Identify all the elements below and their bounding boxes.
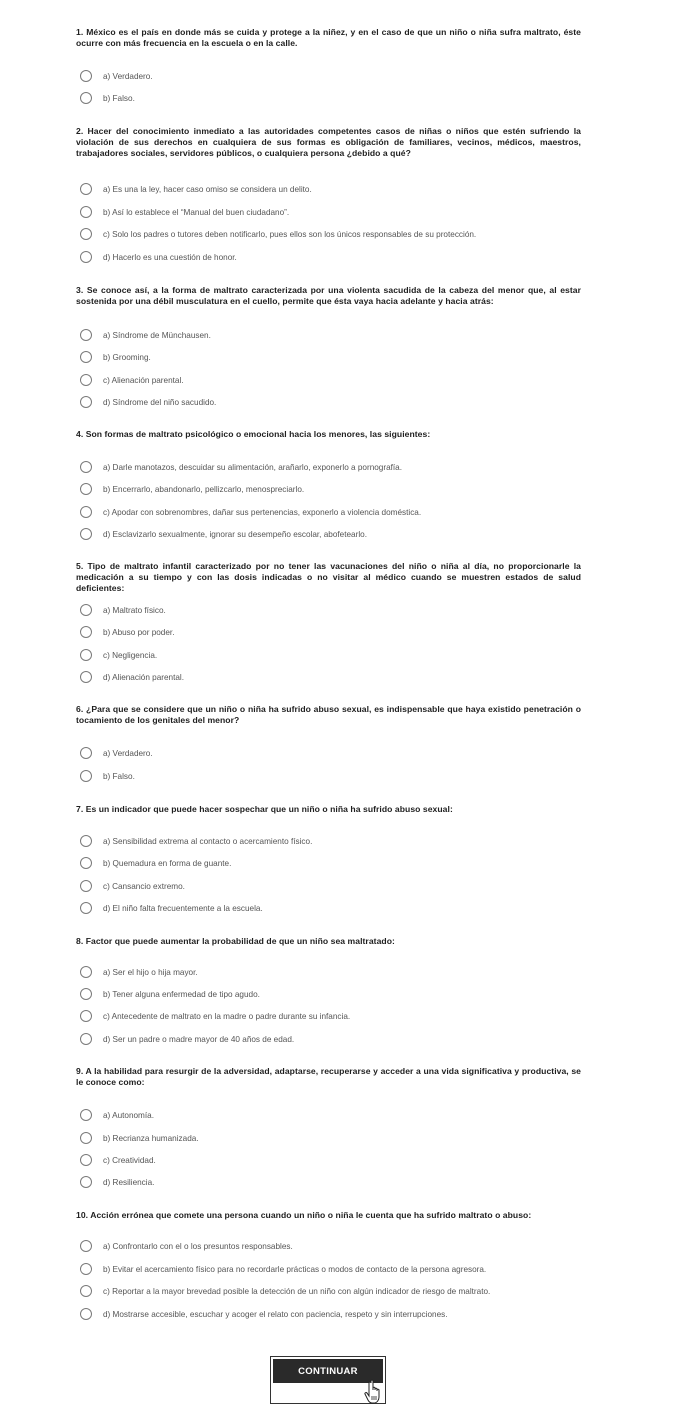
option-label: a) Confrontarlo con el o los presuntos responsables. xyxy=(103,1242,293,1251)
radio-button[interactable] xyxy=(80,1132,92,1144)
option-label: b) Falso. xyxy=(103,772,135,781)
option-label: d) Hacerlo es una cuestión de honor. xyxy=(103,253,237,262)
radio-button[interactable] xyxy=(80,770,92,782)
q1-option-a[interactable] xyxy=(80,70,580,84)
option-label: a) Darle manotazos, descuidar su alimentación, arañarlo, exponerlo a pornografía. xyxy=(103,463,403,472)
option-label: b) Grooming. xyxy=(103,353,151,362)
radio-button[interactable] xyxy=(80,857,92,869)
radio-button[interactable] xyxy=(80,966,92,978)
q10-option-d[interactable] xyxy=(80,1308,580,1322)
radio-button[interactable] xyxy=(80,1033,92,1045)
q3-option-d[interactable] xyxy=(80,396,580,410)
option-label: a) Es una la ley, hacer caso omiso se considera un delito. xyxy=(103,185,312,194)
q2-option-c[interactable] xyxy=(80,228,580,242)
option-label: a) Verdadero. xyxy=(103,72,153,81)
option-label: d) El niño falta frecuentemente a la escuela. xyxy=(103,904,263,913)
q10-option-c[interactable] xyxy=(80,1285,580,1299)
option-label: d) Síndrome del niño sacudido. xyxy=(103,398,217,407)
q3-option-b[interactable] xyxy=(80,351,580,365)
q10-option-a[interactable] xyxy=(80,1240,580,1254)
question-1-text: 1. México es el país en donde más se cuida y protege a la niñez, y en el caso de que un niño o niña sufra maltrato, éste ocurre con más frecuencia en la escuela o en la calle. xyxy=(76,27,581,48)
radio-button[interactable] xyxy=(80,1176,92,1188)
continue-button-frame[interactable] xyxy=(270,1356,386,1404)
question-1 xyxy=(76,27,581,103)
radio-button[interactable] xyxy=(80,747,92,759)
radio-button[interactable] xyxy=(80,671,92,683)
option-label: d) Mostrarse accesible, escuchar y acoger el relato con paciencia, respeto y sin interrupciones. xyxy=(103,1310,448,1319)
q3-option-a[interactable] xyxy=(80,329,580,343)
q9-option-a[interactable] xyxy=(80,1109,580,1123)
question-8 xyxy=(76,936,581,1044)
q5-option-a[interactable] xyxy=(80,604,580,618)
radio-button[interactable] xyxy=(80,351,92,363)
radio-button[interactable] xyxy=(80,988,92,1000)
q3-option-c[interactable] xyxy=(80,374,580,388)
question-2-text: 2. Hacer del conocimiento inmediato a las autoridades competentes casos de niñas o niños que estén sufriendo la violación de sus derechos en cualquiera de sus formas es obligación de familiares, vecinos, médicos, maestros, trabajadores sociales, servidores públicos, o cualquiera persona ¿debido a qué? xyxy=(76,126,581,158)
option-label: c) Solo los padres o tutores deben notificarlo, pues ellos son los únicos responsables de su protección. xyxy=(103,230,477,239)
radio-button[interactable] xyxy=(80,183,92,195)
radio-button[interactable] xyxy=(80,604,92,616)
radio-button[interactable] xyxy=(80,902,92,914)
radio-button[interactable] xyxy=(80,228,92,240)
radio-button[interactable] xyxy=(80,528,92,540)
option-label: b) Falso. xyxy=(103,94,135,103)
question-3 xyxy=(76,285,581,407)
q2-option-b[interactable] xyxy=(80,206,580,220)
question-10 xyxy=(76,1210,581,1319)
q4-option-a[interactable] xyxy=(80,461,580,475)
q5-option-c[interactable] xyxy=(80,649,580,663)
q9-option-c[interactable] xyxy=(80,1154,580,1168)
question-7 xyxy=(76,804,581,913)
q2-option-d[interactable] xyxy=(80,251,580,265)
option-label: a) Maltrato físico. xyxy=(103,606,166,615)
option-label: c) Negligencia. xyxy=(103,651,158,660)
question-6 xyxy=(76,704,581,781)
option-label: c) Apodar con sobrenombres, dañar sus pertenencias, exponerlo a violencia doméstica. xyxy=(103,508,422,517)
radio-button[interactable] xyxy=(80,92,92,104)
option-label: c) Reportar a la mayor brevedad posible la detección de un niño con algún indicador de riesgo de maltrato. xyxy=(103,1287,491,1296)
radio-button[interactable] xyxy=(80,329,92,341)
question-10-text: 10. Acción errónea que comete una persona cuando un niño o niña le cuenta que ha sufrido maltrato o abuso: xyxy=(76,1210,532,1220)
q8-option-a[interactable] xyxy=(80,966,580,980)
radio-button[interactable] xyxy=(80,1109,92,1121)
radio-button[interactable] xyxy=(80,626,92,638)
question-8-text: 8. Factor que puede aumentar la probabilidad de que un niño sea maltratado: xyxy=(76,936,395,946)
q4-option-d[interactable] xyxy=(80,528,580,542)
question-4-text: 4. Son formas de maltrato psicológico o emocional hacia los menores, las siguientes: xyxy=(76,429,431,439)
option-label: d) Ser un padre o madre mayor de 40 años de edad. xyxy=(103,1035,295,1044)
q4-option-c[interactable] xyxy=(80,506,580,520)
radio-button[interactable] xyxy=(80,251,92,263)
q5-option-d[interactable] xyxy=(80,671,580,685)
option-label: b) Abuso por poder. xyxy=(103,628,175,637)
q7-option-c[interactable] xyxy=(80,880,580,894)
option-label: a) Sensibilidad extrema al contacto o acercamiento físico. xyxy=(103,837,313,846)
question-7-text: 7. Es un indicador que puede hacer sospechar que un niño o niña ha sufrido abuso sexual: xyxy=(76,804,453,814)
radio-button[interactable] xyxy=(80,880,92,892)
q10-option-b[interactable] xyxy=(80,1263,580,1277)
q4-option-b[interactable] xyxy=(80,483,580,497)
radio-button[interactable] xyxy=(80,835,92,847)
option-label: b) Encerrarlo, abandonarlo, pellizcarlo, menospreciarlo. xyxy=(103,485,305,494)
q1-option-b[interactable] xyxy=(80,92,580,106)
question-3-text: 3. Se conoce así, a la forma de maltrato caracterizada por una violenta sacudida de la cabeza del menor que, al estar sostenida por una débil musculatura en el cuello, permite que ésta vaya hacia adelante y hacia atrás: xyxy=(76,285,581,306)
q8-option-b[interactable] xyxy=(80,988,580,1002)
radio-button[interactable] xyxy=(80,396,92,408)
question-6-text: 6. ¿Para que se considere que un niño o niña ha sufrido abuso sexual, es indispensable que haya existido penetración o tocamiento de los genitales del menor? xyxy=(76,704,581,725)
question-9 xyxy=(76,1066,581,1187)
radio-button[interactable] xyxy=(80,70,92,82)
radio-button[interactable] xyxy=(80,649,92,661)
question-2 xyxy=(76,126,581,262)
option-label: b) Recrianza humanizada. xyxy=(103,1134,199,1143)
q9-option-b[interactable] xyxy=(80,1132,580,1146)
option-label: a) Verdadero. xyxy=(103,749,153,758)
q8-option-c[interactable] xyxy=(80,1010,580,1024)
q2-option-a[interactable] xyxy=(80,183,580,197)
q9-option-d[interactable] xyxy=(80,1176,580,1190)
option-label: d) Esclavizarlo sexualmente, ignorar su desempeño escolar, abofetearlo. xyxy=(103,530,367,539)
option-label: c) Creatividad. xyxy=(103,1156,156,1165)
hand-pointer-icon xyxy=(363,1379,385,1405)
option-label: d) Alienación parental. xyxy=(103,673,185,682)
radio-button[interactable] xyxy=(80,1154,92,1166)
option-label: b) Tener alguna enfermedad de tipo agudo. xyxy=(103,990,260,999)
option-label: b) Quemadura en forma de guante. xyxy=(103,859,232,868)
q7-option-d[interactable] xyxy=(80,902,580,916)
option-label: b) Así lo establece el “Manual del buen ciudadano”. xyxy=(103,208,290,217)
q5-option-b[interactable] xyxy=(80,626,580,640)
q6-option-b[interactable] xyxy=(80,770,580,784)
question-5 xyxy=(76,561,581,682)
q7-option-a[interactable] xyxy=(80,835,580,849)
radio-button[interactable] xyxy=(80,374,92,386)
q7-option-b[interactable] xyxy=(80,857,580,871)
option-label: c) Antecedente de maltrato en la madre o padre durante su infancia. xyxy=(103,1012,351,1021)
option-label: b) Evitar el acercamiento físico para no recordarle prácticas o modos de contacto de la persona agresora. xyxy=(103,1265,487,1274)
option-label: c) Cansancio extremo. xyxy=(103,882,185,891)
radio-button[interactable] xyxy=(80,206,92,218)
radio-button[interactable] xyxy=(80,1308,92,1320)
q8-option-d[interactable] xyxy=(80,1033,580,1047)
option-label: a) Síndrome de Münchausen. xyxy=(103,331,211,340)
option-label: a) Ser el hijo o hija mayor. xyxy=(103,968,198,977)
question-5-text: 5. Tipo de maltrato infantil caracterizado por no tener las vacunaciones del niño o niña al día, no proporcionarle la medicación a su tiempo y con las dosis indicadas o no visitar al médico cuando se muestren estados de salud deficientes: xyxy=(76,561,581,593)
option-label: d) Resiliencia. xyxy=(103,1178,155,1187)
continue-button[interactable]: CONTINUAR xyxy=(273,1359,383,1383)
radio-button[interactable] xyxy=(80,483,92,495)
question-9-text: 9. A la habilidad para resurgir de la adversidad, adaptarse, recuperarse y acceder a una vida significativa y productiva, se le conoce como: xyxy=(76,1066,581,1087)
radio-button[interactable] xyxy=(80,1010,92,1022)
radio-button[interactable] xyxy=(80,506,92,518)
radio-button[interactable] xyxy=(80,1263,92,1275)
radio-button[interactable] xyxy=(80,1285,92,1297)
option-label: c) Alienación parental. xyxy=(103,376,184,385)
question-4 xyxy=(76,429,581,539)
option-label: a) Autonomía. xyxy=(103,1111,154,1120)
radio-button[interactable] xyxy=(80,461,92,473)
q6-option-a[interactable] xyxy=(80,747,580,761)
radio-button[interactable] xyxy=(80,1240,92,1252)
